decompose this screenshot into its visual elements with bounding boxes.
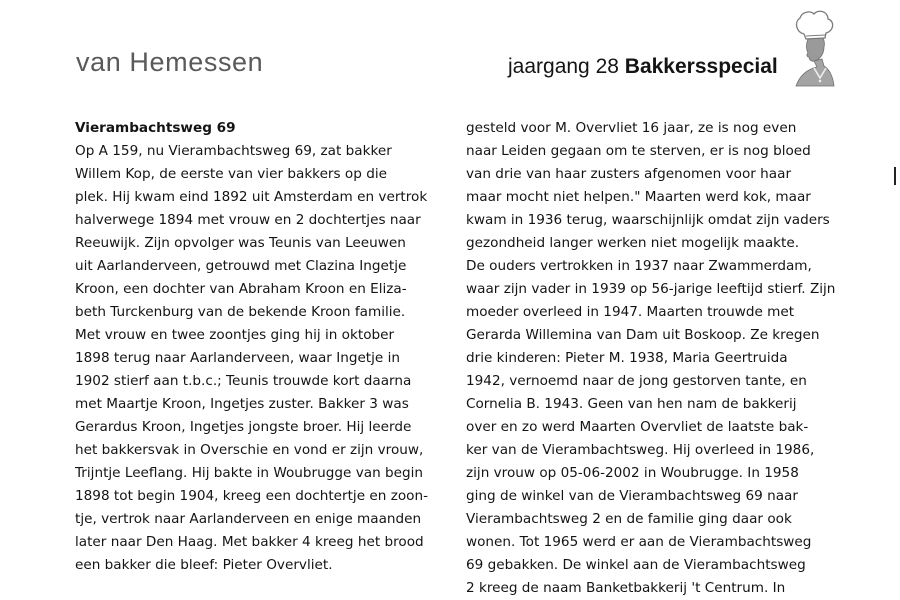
text-line: Cornelia B. 1943. Geen van hen nam de bakkerij — [466, 396, 797, 412]
issue-title: Bakkersspecial — [624, 55, 778, 78]
page-header-author: van Hemessen — [76, 47, 264, 77]
text-line: Met vrouw en twee zoontjes ging hij in oktober — [75, 327, 395, 343]
text-line: gesteld voor M. Overvliet 16 jaar, ze is nog even — [466, 120, 797, 136]
text-line: Willem Kop, de eerste van vier bakkers op die — [75, 166, 387, 182]
text-line: Reeuwijk. Zijn opvolger was Teunis van Leeuwen — [75, 235, 406, 251]
text-line: beth Turckenburg van de bekende Kroon familie. — [75, 304, 406, 320]
text-line: ging de winkel van de Vierambachtsweg 69 naar — [466, 488, 798, 504]
text-line: 1898 terug naar Aarlanderveen, waar Ingetje in — [75, 350, 400, 366]
text-line: tje, vertrok naar Aarlanderveen en enige maanden — [75, 511, 422, 527]
text-line: 2 kreeg de naam Banketbakkerij 't Centrum. In — [466, 580, 786, 596]
text-line: halverwege 1894 met vrouw en 2 dochtertjes naar — [75, 212, 421, 228]
text-line: Kroon, een dochter van Abraham Kroon en Eliza- — [75, 281, 407, 297]
text-line: waar zijn vader in 1939 op 56-jarige leeftijd stierf. Zijn — [466, 281, 836, 297]
text-line: Trijntje Leeflang. Hij bakte in Woubrugge van begin — [75, 465, 424, 481]
text-line: plek. Hij kwam eind 1892 uit Amsterdam en vertrok — [75, 189, 428, 205]
text-line: 1902 stierf aan t.b.c.; Teunis trouwde kort daarna — [75, 373, 412, 389]
text-line: Gerardus Kroon, Ingetjes jongste broer. Hij leerde — [75, 419, 412, 435]
text-line: over en zo werd Maarten Overvliet de laatste bak- — [466, 419, 809, 435]
text-line: Gerarda Willemina van Dam uit Boskoop. Ze kregen — [466, 327, 820, 343]
text-line: wonen. Tot 1965 werd er aan de Vierambachtsweg — [466, 534, 812, 550]
baker-chef-silhouette-icon — [784, 8, 840, 88]
text-line: zijn vrouw op 05-06-2002 in Woubrugge. In 1958 — [466, 465, 799, 481]
text-line: Vierambachtsweg 2 en de familie ging daar ook — [466, 511, 792, 527]
text-line: van drie van haar zusters afgenomen voor haar — [466, 166, 792, 182]
text-line: drie kinderen: Pieter M. 1938, Maria Geertruida — [466, 350, 788, 366]
text-line: De ouders vertrokken in 1937 naar Zwammerdam, — [466, 258, 812, 274]
article-column-left — [75, 117, 427, 577]
text-line: naar Leiden gegaan om te sterven, er is nog bloed — [466, 143, 811, 159]
text-line: ker van de Vierambachtsweg. Hij overleed in 1986, — [466, 442, 815, 458]
text-line: gezondheid langer werken niet mogelijk maakte. — [466, 235, 800, 251]
page-header-issue — [508, 50, 778, 84]
text-line: later naar Den Haag. Met bakker 4 kreeg het brood — [75, 534, 424, 550]
text-line: 1898 tot begin 1904, kreeg een dochtertje en zoon- — [75, 488, 428, 504]
text-line: het bakkersvak in Overschie en vond er zijn vrouw, — [75, 442, 424, 458]
text-line: maar mocht niet helpen." Maarten werd kok, maar — [466, 189, 811, 205]
text-line: met Maartje Kroon, Ingetjes zuster. Bakker 3 was — [75, 396, 409, 412]
text-line: Op A 159, nu Vierambachtsweg 69, zat bakker — [75, 143, 392, 159]
text-line: moeder overleed in 1947. Maarten trouwde met — [466, 304, 795, 320]
text-line: 69 gebakken. De winkel aan de Vierambachtsweg — [466, 557, 806, 573]
text-line: kwam in 1936 terug, waarschijnlijk omdat zijn vaders — [466, 212, 830, 228]
text-line: een bakker die bleef: Pieter Overvliet. — [75, 557, 333, 573]
text-line: 1942, vernoemd naar de jong gestorven tante, en — [466, 373, 807, 389]
text-cursor — [894, 167, 896, 185]
text-line: uit Aarlanderveen, getrouwd met Clazina Ingetje — [75, 258, 407, 274]
issue-label: jaargang 28 — [508, 55, 619, 78]
article-column-right — [466, 117, 836, 600]
article-heading: Vierambachtsweg 69 — [75, 120, 236, 136]
